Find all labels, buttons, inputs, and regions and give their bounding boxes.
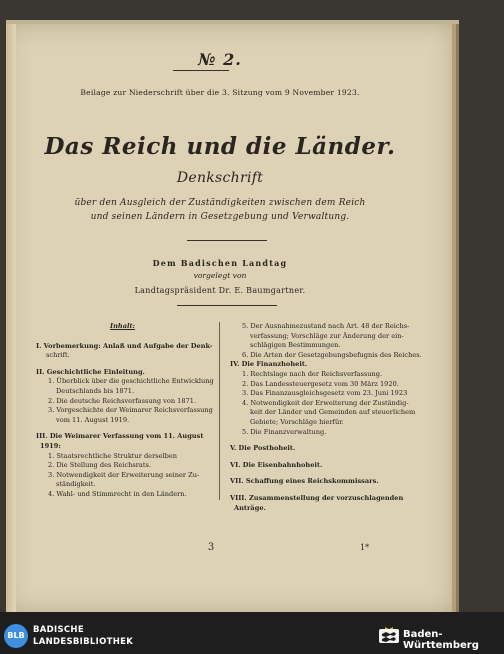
number-underline (173, 70, 229, 71)
description-line-2: und seinen Ländern in Gesetzgebung und Verwaltung. (90, 212, 350, 222)
document-subtitle: Denkschrift (176, 170, 264, 186)
document-page (6, 24, 453, 612)
toc-entry: VII. Schaffung eines Reichskommissars. (230, 477, 379, 486)
page-spine (6, 24, 16, 612)
toc-entry: ständigkeit. (56, 480, 96, 489)
toc-left-column (30, 322, 215, 500)
toc-right-column (224, 322, 429, 513)
toc-entry: 2. Die Stellung des Reichsrats. (48, 461, 151, 470)
toc-entry: I. Vorbemerkung: Anlaß und Aufgabe der Denk- (36, 341, 213, 350)
toc-entry: 4. Wahl- und Stimmrecht in den Ländern. (48, 489, 187, 498)
dedication-line-3: Landtagspräsident Dr. E. Baumgartner. (134, 286, 306, 295)
toc-entry: keit der Länder und Gemeinden auf steuerlichem (250, 408, 416, 417)
toc-entry: schlägigen Bestimmungen. (250, 341, 341, 350)
toc-entry: 6. Die Arten der Gesetzgebungsbefugnis des Reiches. (242, 350, 422, 359)
toc-entry: 1. Überblick über die geschichtliche Entwicklung (48, 377, 214, 386)
blb-logo-icon[interactable]: BLB (4, 624, 28, 648)
toc-left-items (30, 342, 215, 500)
toc-entry: II. Geschichtliche Einleitung. (36, 367, 145, 376)
toc-entry: Gebiete; Vorschläge hierfür. (250, 417, 344, 426)
separator-rule (187, 240, 267, 241)
description-line-1: über den Ausgleich der Zuständigkeiten zwischen dem Reich (74, 198, 366, 208)
toc-entry: vom 11. August 1919. (56, 415, 130, 424)
toc-entry: VIII. Zusammenstellung der vorzuschlagenden Anträge. (230, 493, 404, 512)
dedication-line-2: vorgelegt von (193, 271, 247, 280)
toc-entry: verfassung; Vorschläge zur Änderung der ein- (250, 331, 404, 340)
toc-entry: 4. Notwendigkeit der Erweiterung der Zuständig- (242, 398, 409, 407)
document-title: Das Reich und die Länder. (44, 133, 396, 160)
page-number: 3 (207, 542, 215, 553)
toc-entry: 3. Notwendigkeit der Erweiterung seiner Zu- (48, 470, 200, 479)
library-name-line-1: BADISCHE (33, 625, 84, 635)
supplement-note: Beilage zur Niederschrift über die 3. Sitzung vom 9 November 1923. (80, 88, 360, 97)
column-divider (219, 322, 220, 500)
toc-right-items (224, 322, 429, 513)
toc-entry: III. Die Weimarer Verfassung vom 11. August 1919: (36, 432, 204, 450)
toc-entry: 2. Die deutsche Reichsverfassung von 1871. (48, 396, 197, 405)
page-edge-shadow (456, 24, 459, 612)
toc-entry: Deutschlands bis 1871. (56, 386, 135, 395)
toc-entry: 3. Vorgeschichte der Weimarer Reichsverfassung (48, 406, 213, 415)
toc-entry: schrift. (46, 351, 70, 360)
state-name: Baden-Württemberg (403, 629, 479, 651)
toc-entry: V. Die Posthoheit. (230, 444, 296, 453)
dedication-line-1: Dem Badischen Landtag (152, 258, 288, 268)
toc-entry: 1. Rechtslage nach der Reichsverfassung. (242, 369, 383, 378)
library-name-line-2: LANDESBIBLIOTHEK (33, 637, 134, 647)
toc-entry: 1. Staatsrechtliche Struktur derselben (48, 451, 177, 460)
toc-entry: 5. Die Finanzverwaltung. (242, 427, 327, 436)
toc-entry: 2. Das Landessteuergesetz vom 30 März 1920. (242, 379, 399, 388)
lions-coat-of-arms-icon (378, 626, 400, 644)
document-number: № 2. (198, 50, 242, 69)
toc-heading: Inhalt: (110, 322, 135, 330)
toc-entry: IV. Die Finanzhoheit. (230, 360, 308, 369)
toc-entry: 3. Das Finanzausgleichsgesetz vom 23. Juni 1923 (242, 389, 408, 398)
separator-rule (177, 305, 277, 306)
toc-entry: VI. Die Eisenbahnhoheit. (230, 460, 323, 469)
toc-entry: 5. Der Ausnahmezustand nach Art. 48 der Reichs- (242, 322, 410, 330)
signature-mark: 1* (360, 543, 370, 552)
